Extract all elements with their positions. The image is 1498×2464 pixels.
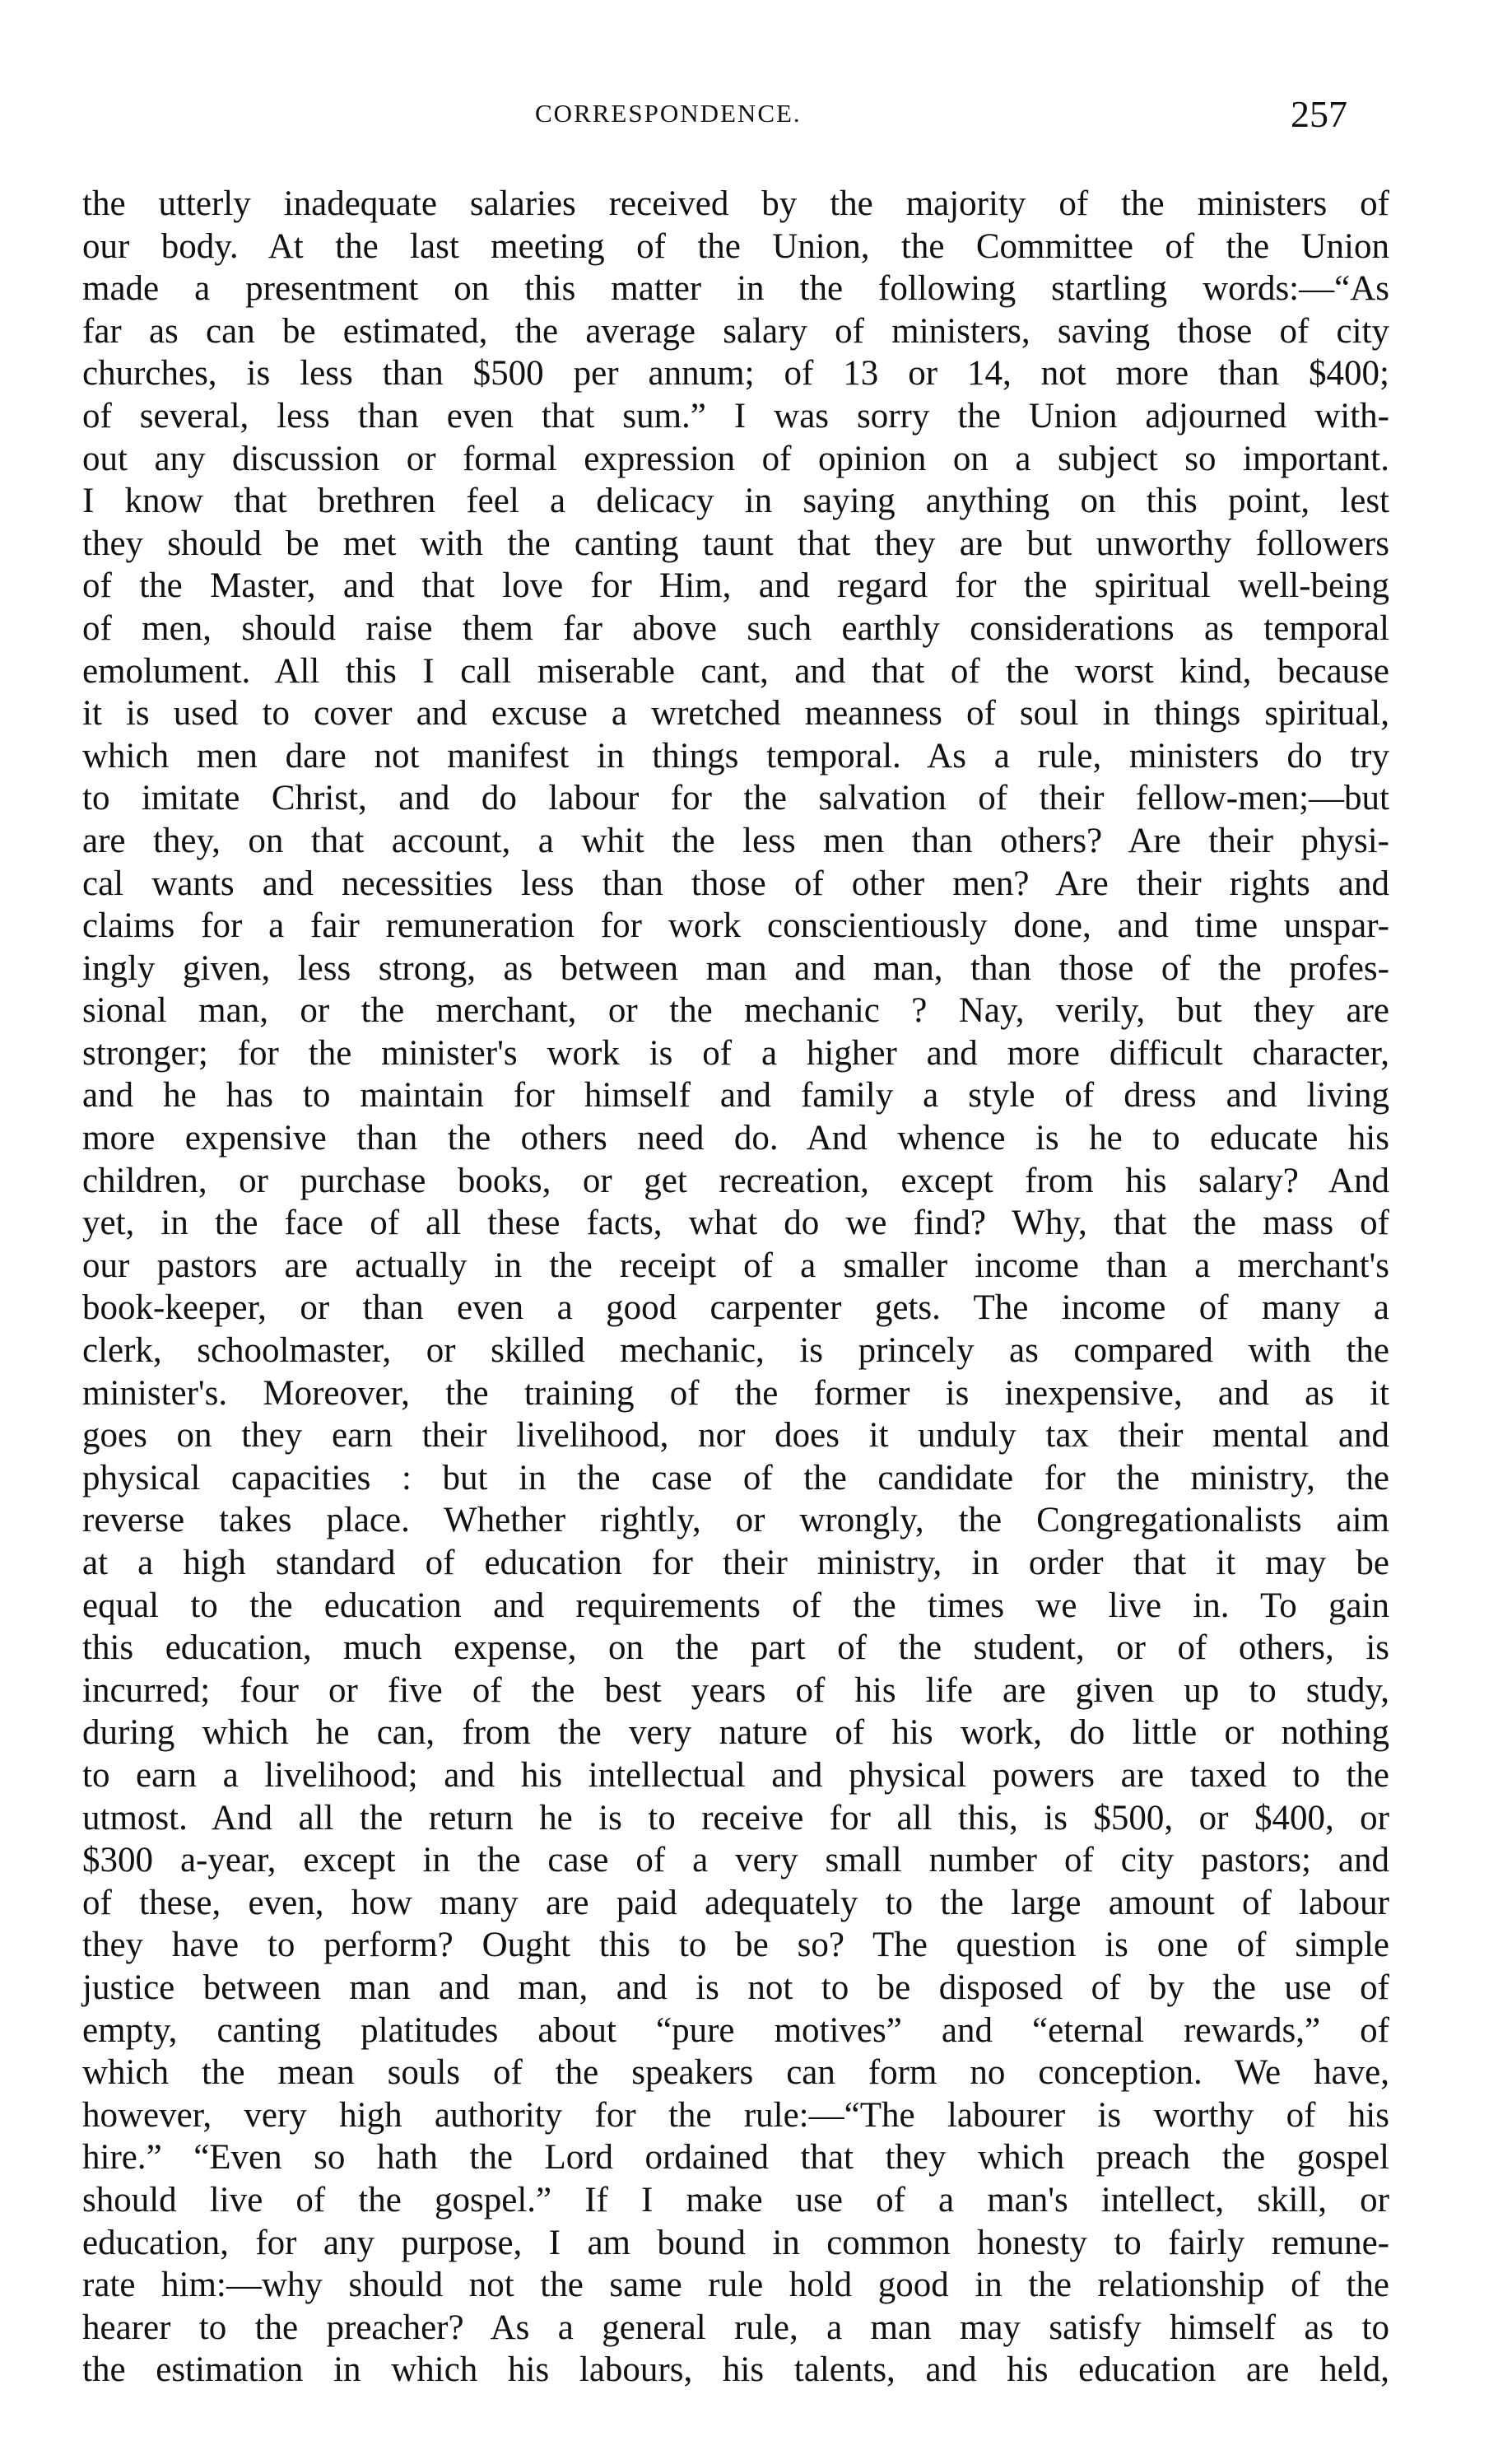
text-line: of men, should raise them far above such earthly considerations as temporal (82, 608, 1389, 648)
text-line: I know that brethren feel a delicacy in saying anything on this point, lest (82, 482, 1389, 521)
text-line: book-keeper, or than even a good carpenter gets. The income of many a (82, 1288, 1389, 1328)
text-line: to earn a livelihood; and his intellectual and physical powers are taxed to the (82, 1755, 1389, 1795)
text-line: cal wants and necessities less than those of other men? Are their rights and (82, 864, 1389, 903)
text-line: minister's. Moreover, the training of the former is inexpensive, and as it (82, 1373, 1389, 1413)
text-line: out any discussion or formal expression of opinion on a subject so important. (82, 439, 1389, 478)
text-line: $300 a-year, except in the case of a very small number of city pastors; and (82, 1841, 1389, 1880)
text-line: stronger; for the minister's work is of a higher and more difficult character, (82, 1033, 1389, 1073)
text-line: yet, in the face of all these facts, what do we find? Why, that the mass of (82, 1204, 1389, 1243)
text-line: our body. At the last meeting of the Union, the Committee of the Union (82, 226, 1389, 266)
text-line: goes on they earn their livelihood, nor does it unduly tax their mental and (82, 1416, 1389, 1456)
text-line: emolument. All this I call miserable cant, and that of the worst kind, because (82, 651, 1389, 691)
text-line: more expensive than the others need do. And whence is he to educate his (82, 1119, 1389, 1158)
text-line: which the mean souls of the speakers can form no conception. We have, (82, 2053, 1389, 2093)
text-line: churches, is less than $500 per annum; of 13 or 14, not more than $400; (82, 354, 1389, 394)
text-line: children, or purchase books, or get recreation, except from his salary? And (82, 1161, 1389, 1200)
running-head (0, 92, 1498, 142)
text-line: utmost. And all the return he is to receive for all this, is $500, or $400, or (82, 1798, 1389, 1838)
text-line: of these, even, how many are paid adequately to the large amount of labour (82, 1883, 1389, 1922)
text-line: incurred; four or five of the best years of his life are given up to study, (82, 1670, 1389, 1710)
text-line: sional man, or the merchant, or the mechanic ? Nay, verily, but they are (82, 991, 1389, 1031)
text-line: empty, canting platitudes about “pure motives” and “eternal rewards,” of (82, 2010, 1389, 2050)
text-line: and he has to maintain for himself and family a style of dress and living (82, 1076, 1389, 1116)
text-line: during which he can, from the very nature of his work, do little or nothing (82, 1713, 1389, 1753)
text-line: are they, on that account, a whit the less men than others? Are their physi- (82, 821, 1389, 860)
text-line: the utterly inadequate salaries received by the majority of the ministers of (82, 184, 1389, 223)
text-line: the estimation in which his labours, his talents, and his education are held, (82, 2350, 1389, 2390)
page-number: 257 (1291, 93, 1347, 135)
text-line: far as can be estimated, the average salary of ministers, saving those of city (82, 311, 1389, 351)
text-line: should live of the gospel.” If I make use of a man's intellect, skill, or (82, 2180, 1389, 2219)
text-line: this education, much expense, on the part of the student, or of others, is (82, 1628, 1389, 1668)
text-line: equal to the education and requirements of the times we live in. To gain (82, 1586, 1389, 1625)
text-line: ingly given, less strong, as between man and man, than those of the profes- (82, 948, 1389, 988)
text-line: claims for a fair remuneration for work conscientiously done, and time unspar- (82, 906, 1389, 946)
text-line: hire.” “Even so hath the Lord ordained that they which preach the gospel (82, 2138, 1389, 2178)
text-line: of several, less than even that sum.” I was sorry the Union adjourned with- (82, 396, 1389, 436)
text-line: hearer to the preacher? As a general rule, a man may satisfy himself as to (82, 2308, 1389, 2347)
text-line: however, very high authority for the rule:—“The labourer is worthy of his (82, 2095, 1389, 2135)
text-line: to imitate Christ, and do labour for the salvation of their fellow-men;—but (82, 779, 1389, 818)
text-line: at a high standard of education for their ministry, in order that it may be (82, 1544, 1389, 1582)
text-line: our pastors are actually in the receipt of a smaller income than a merchant's (82, 1246, 1389, 1285)
text-line: they should be met with the canting taunt that they are but unworthy followers (82, 524, 1389, 563)
text-line: made a presentment on this matter in the following startling words:—“As (82, 269, 1389, 309)
text-line: rate him:—why should not the same rule hold good in the relationship of the (82, 2266, 1389, 2305)
text-line: clerk, schoolmaster, or skilled mechanic, is princely as compared with the (82, 1331, 1389, 1371)
text-line: of the Master, and that love for Him, and regard for the spiritual well-being (82, 566, 1389, 606)
text-line: justice between man and man, and is not to be disposed of by the use of (82, 1968, 1389, 2007)
text-line: which men dare not manifest in things temporal. As a rule, ministers do try (82, 736, 1389, 776)
text-line: physical capacities : but in the case of the candidate for the ministry, the (82, 1458, 1389, 1497)
text-line: reverse takes place. Whether rightly, or wrongly, the Congregationalists aim (82, 1501, 1389, 1540)
body-text (82, 183, 1389, 2392)
running-title: CORRESPONDENCE. (535, 99, 802, 128)
text-line: education, for any purpose, I am bound in common honesty to fairly remune- (82, 2223, 1389, 2262)
text-line: it is used to cover and excuse a wretched meanness of soul in things spiritual, (82, 694, 1389, 734)
text-line: they have to perform? Ought this to be so? The question is one of simple (82, 1926, 1389, 1965)
